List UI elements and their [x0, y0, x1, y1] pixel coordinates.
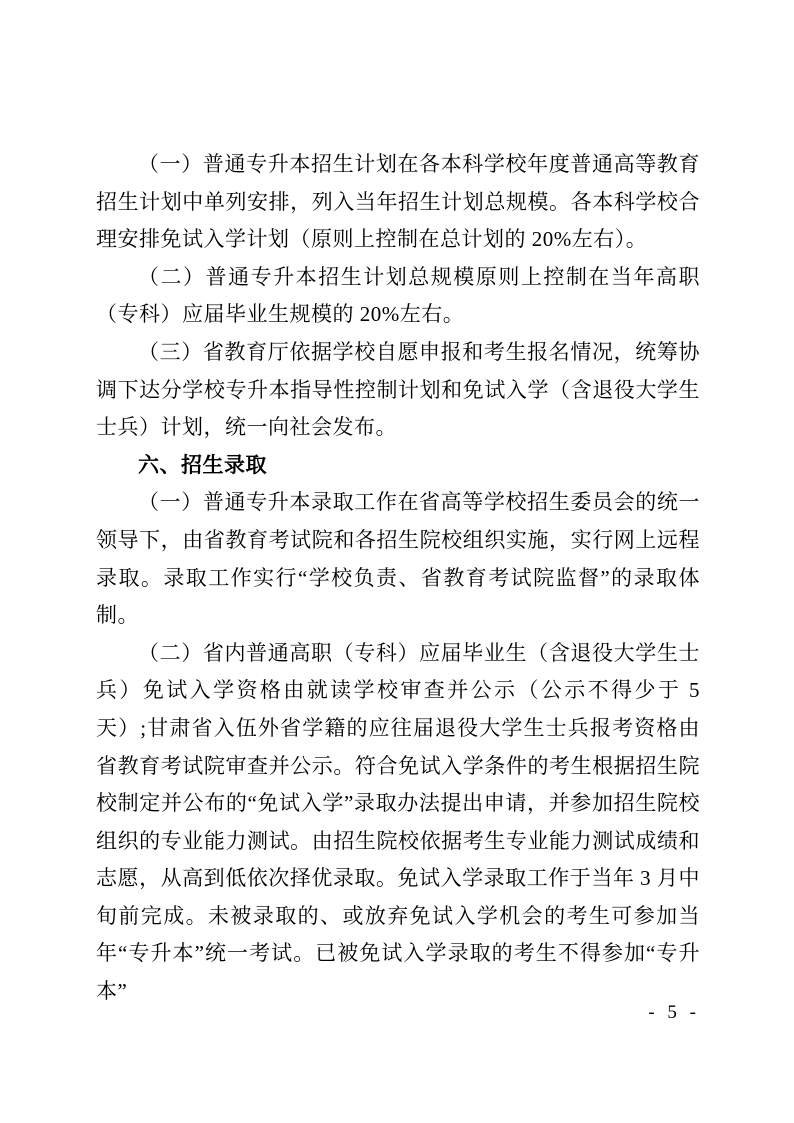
- paragraph-plan-release: （三）省教育厅依据学校自愿申报和考生报名情况，统筹协调下达分学校专升本指导性控制计划和免试入学（含退役大学生士兵）计划，统一向社会发布。: [96, 339, 700, 440]
- page-number: - 5 -: [648, 1002, 700, 1023]
- paragraph-exemption-admission: （二）省内普通高职（专科）应届毕业生（含退役大学生士兵）免试入学资格由就读学校审查并公示（公示不得少于 5 天）;甘肃省入伍外省学籍的应往届退役大学生士兵报考资格由省教育考试院审查并公示。符合免试入学条件的考生根据招生院校制定并公布的“免试入学”录取办法提出申请，并参加招生院校组织的专业能力测试。由招生院校依据考生专业能力测试成绩和志愿，从高到低依次择优录取。免试入学录取工作于当年 3 月中旬前完成。未被录取的、或放弃免试入学机会的考生可参加当年“专升本”统一考试。已被免试入学录取的考生不得参加“专升本”: [96, 640, 700, 1004]
- paragraph-plan-allocation: （一）普通专升本招生计划在各本科学校年度普通高等教育招生计划中单列安排，列入当年招生计划总规模。各本科学校合理安排免试入学计划（原则上控制在总计划的 20%左右）。: [96, 152, 700, 252]
- paragraph-plan-scale: （二）普通专升本招生计划总规模原则上控制在当年高职（专科）应届毕业生规模的 20%左右。: [96, 264, 700, 327]
- paragraph-admission-system: （一）普通专升本录取工作在省高等学校招生委员会的统一领导下，由省教育考试院和各招生院校组织实施，实行网上远程录取。录取工作实行“学校负责、省教育考试院监督”的录取体制。: [96, 490, 700, 628]
- document-body: [96, 146, 700, 1011]
- section-heading-admission: 六、招生录取: [138, 453, 267, 477]
